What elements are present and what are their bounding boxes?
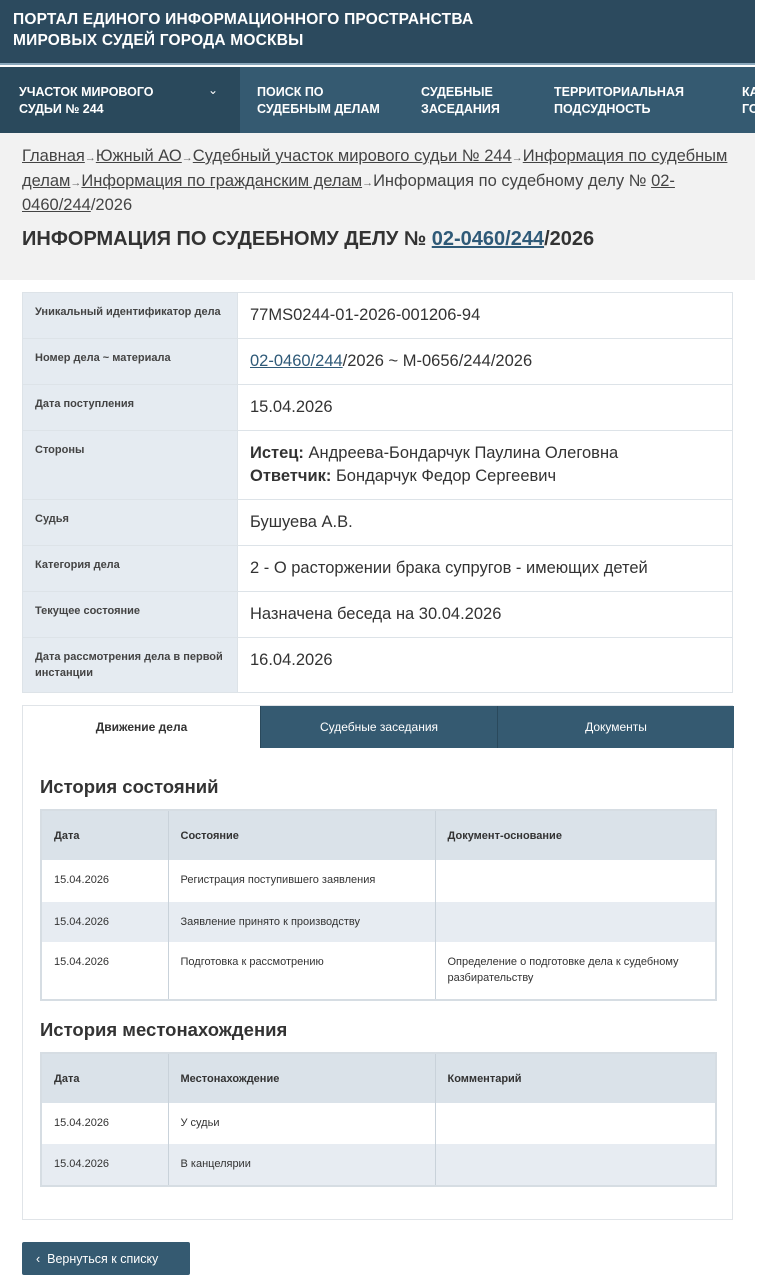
tab-documents[interactable]: Документы — [497, 706, 734, 748]
field-label: Текущее состояние — [23, 592, 238, 638]
nav-item-hearings[interactable]: СУДЕБНЫЕ ЗАСЕДАНИЯ — [421, 85, 500, 116]
chevron-down-icon[interactable]: ⌄ — [208, 83, 219, 97]
site-header — [0, 0, 755, 65]
page-title: ИНФОРМАЦИЯ ПО СУДЕБНОМУ ДЕЛУ № 02-0460/244/2026 — [22, 228, 595, 250]
case-date: 15.04.2026 — [238, 385, 733, 431]
title-line: ПОРТАЛ ЕДИНОГО ИНФОРМАЦИОННОГО ПРОСТРАНСТВА — [13, 11, 474, 28]
main-nav — [0, 67, 759, 133]
case-number-link[interactable]: 02-0460/244 — [250, 352, 343, 370]
case-info-table — [22, 292, 733, 693]
site-title[interactable] — [13, 9, 473, 51]
case-parties: Истец: Андреева-Бондарчук Паулина Олеговна Ответчик: Бондарчук Федор Сергеевич — [238, 431, 733, 500]
tab-hearings[interactable]: Судебные заседания — [260, 706, 497, 748]
case-status: Назначена беседа на 30.04.2026 — [238, 592, 733, 638]
field-label: Номер дела ~ материала — [23, 339, 238, 385]
state-history-table: Дата Состояние Документ-основание 15.04.2026 Регистрация поступившего заявления 15.04.2026 Заявление принято к производству 15.04.2026 Подготовка к рассмотрению Определение о подготовке дела к судебному разбирательству — [40, 809, 717, 1001]
location-history-table: Дата Местонахождение Комментарий 15.04.2026 У судьи 15.04.2026 В канцелярии — [40, 1052, 717, 1187]
breadcrumb: Главная→Южный АО→Судебный участок мирового судьи № 244→Информация по судебным делам→Информация по гражданским делам→Информация по судебному делу № 02-0460/244/2026 — [22, 147, 728, 214]
location-history-heading: История местонахождения — [40, 1019, 288, 1040]
nav-item-court-section[interactable]: УЧАСТОК МИРОВОГО СУДЬИ № 244 — [19, 85, 154, 116]
breadcrumb-current: Информация по судебному делу № — [373, 171, 647, 190]
case-category: 2 - О расторжении брака супругов - имеющих детей — [238, 546, 733, 592]
title-line: МИРОВЫХ СУДЕЙ ГОРОДА МОСКВЫ — [13, 32, 304, 49]
breadcrumb-section — [0, 133, 755, 280]
field-label: Категория дела — [23, 546, 238, 592]
nav-item-jurisdiction[interactable]: ТЕРРИТОРИАЛЬНАЯ ПОДСУДНОСТЬ — [554, 85, 684, 116]
state-history-heading: История состояний — [40, 776, 219, 797]
table-row: 15.04.2026 Заявление принято к производству — [41, 902, 716, 942]
breadcrumb-suffix: /2026 — [90, 196, 133, 214]
table-row: 15.04.2026 У судьи — [41, 1103, 716, 1144]
chevron-left-icon: ‹ — [36, 1251, 41, 1266]
breadcrumb-link[interactable]: Информация по гражданским делам — [81, 171, 363, 190]
breadcrumb-link[interactable]: Южный АО — [95, 147, 182, 165]
field-label: Стороны — [23, 431, 238, 500]
field-label: Уникальный идентификатор дела — [23, 293, 238, 339]
case-first-instance-date: 16.04.2026 — [238, 638, 733, 693]
field-label: Дата рассмотрения дела в первой инстанции — [23, 638, 238, 693]
back-to-list-button[interactable]: ‹ Вернуться к списку — [22, 1242, 190, 1275]
breadcrumb-link[interactable]: Судебный участок мирового судьи № 244 — [192, 147, 512, 165]
case-uid: 77MS0244-01-2026-001206-94 — [238, 293, 733, 339]
breadcrumb-link[interactable]: Информация по судебным делам — [22, 147, 728, 190]
breadcrumb-link[interactable]: Главная — [22, 147, 85, 165]
table-row: 15.04.2026 Подготовка к рассмотрению Определение о подготовке дела к судебному разбирательству — [41, 942, 716, 1000]
table-row: 15.04.2026 В канцелярии — [41, 1144, 716, 1186]
table-row: 15.04.2026 Регистрация поступившего заявления — [41, 860, 716, 902]
case-number-link[interactable]: 02-0460/244 — [431, 228, 545, 250]
case-number: 02-0460/244/2026 ~ М-0656/244/2026 — [238, 339, 733, 385]
tab-case-movement[interactable]: Движение дела — [23, 706, 260, 748]
nav-item-more[interactable]: КА ГО — [742, 85, 759, 116]
field-label: Дата поступления — [23, 385, 238, 431]
case-tabs-panel — [22, 705, 733, 1220]
breadcrumb-case-link[interactable]: 02-0460/244 — [22, 171, 675, 214]
nav-item-case-search[interactable]: ПОИСК ПО СУДЕБНЫМ ДЕЛАМ — [257, 85, 380, 116]
field-label: Судья — [23, 500, 238, 546]
case-judge: Бушуева А.В. — [238, 500, 733, 546]
